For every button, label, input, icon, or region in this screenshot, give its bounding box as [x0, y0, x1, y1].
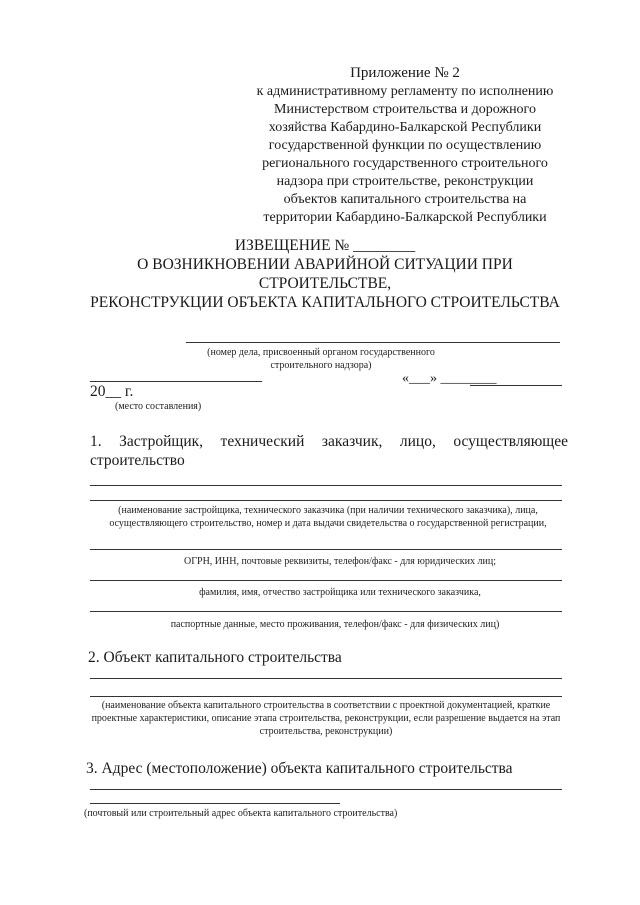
notice-line: РЕКОНСТРУКЦИИ ОБЪЕКТА КАПИТАЛЬНОГО СТРОИТЕЛЬСТВА [90, 294, 560, 311]
date-line[interactable] [470, 385, 562, 386]
case-number-caption: (номер дела, присвоенный органом государственного строительного надзора) [207, 347, 435, 371]
notice-title [60, 236, 590, 312]
appendix-line: государственной функции по осуществлению [268, 138, 542, 153]
section1-heading-cont: строительство [90, 452, 185, 469]
section3-heading: 3. Адрес (местоположение) объекта капитального строительства [86, 760, 513, 777]
section2-heading: 2. Объект капитального строительства [88, 649, 342, 666]
section2-field-line[interactable] [90, 696, 562, 697]
section1-field-line[interactable] [90, 611, 562, 612]
year-field[interactable]: 20__ г. [90, 383, 134, 400]
section1-field-line[interactable] [90, 485, 562, 486]
appendix-line: хозяйства Кабардино-Балкарской Республики [268, 120, 542, 135]
section1-field-line[interactable] [90, 500, 562, 501]
appendix-block [230, 64, 580, 227]
place-line[interactable] [90, 381, 262, 382]
appendix-line: регионального государственного строительного [262, 156, 548, 171]
section1-caption: фамилия, имя, отчество застройщика или технического заказчика, [199, 587, 481, 598]
case-number-line[interactable] [186, 342, 560, 343]
place-caption: (место составления) [115, 401, 202, 412]
notice-line: О ВОЗНИКНОВЕНИИ АВАРИЙНОЙ СИТУАЦИИ ПРИ [137, 256, 513, 273]
section3-field-line[interactable] [90, 803, 340, 804]
section3-field-line[interactable] [90, 789, 562, 790]
section2-field-line[interactable] [90, 678, 562, 679]
date-field[interactable]: «___» ________ [402, 371, 497, 386]
section1-caption: паспортные данные, место проживания, телефон/факс - для физических лиц) [170, 619, 500, 630]
appendix-line: надзора при строительстве, реконструкции [276, 174, 534, 189]
section3-caption: (почтовый или строительный адрес объекта капитального строительства) [84, 808, 398, 819]
section2-caption: (наименование объекта капитального строительства в соответствии с проектной документацией, краткие проектные характеристики, описание этапа строительства, реконструкции, если разрешение выдается на этап строительства, реконструкции) [91, 700, 561, 737]
appendix-line: объектов капитального строительства на [283, 192, 527, 207]
appendix-title: Приложение № 2 [350, 65, 460, 81]
notice-line: СТРОИТЕЛЬСТВЕ, [258, 275, 392, 292]
appendix-line: территории Кабардино-Балкарской Республики [263, 210, 547, 225]
section1-field-line[interactable] [90, 549, 562, 550]
appendix-line: к административному регламенту по исполнению [256, 84, 554, 99]
notice-number: ИЗВЕЩЕНИЕ № ________ [234, 237, 416, 254]
section1-field-line[interactable] [90, 580, 562, 581]
appendix-line: Министерством строительства и дорожного [274, 102, 536, 117]
section1-heading: 1. Застройщик, технический заказчик, лицо, осуществляющее [90, 433, 568, 450]
section1-caption: (наименование застройщика, технического заказчика (при наличии технического заказчика), лица, осуществляющего строительство, номер и дата выдачи свидетельства о государственной регистрации, [109, 505, 547, 529]
section1-caption: ОГРН, ИНН, почтовые реквизиты, телефон/факс - для юридических лиц; [184, 556, 496, 567]
